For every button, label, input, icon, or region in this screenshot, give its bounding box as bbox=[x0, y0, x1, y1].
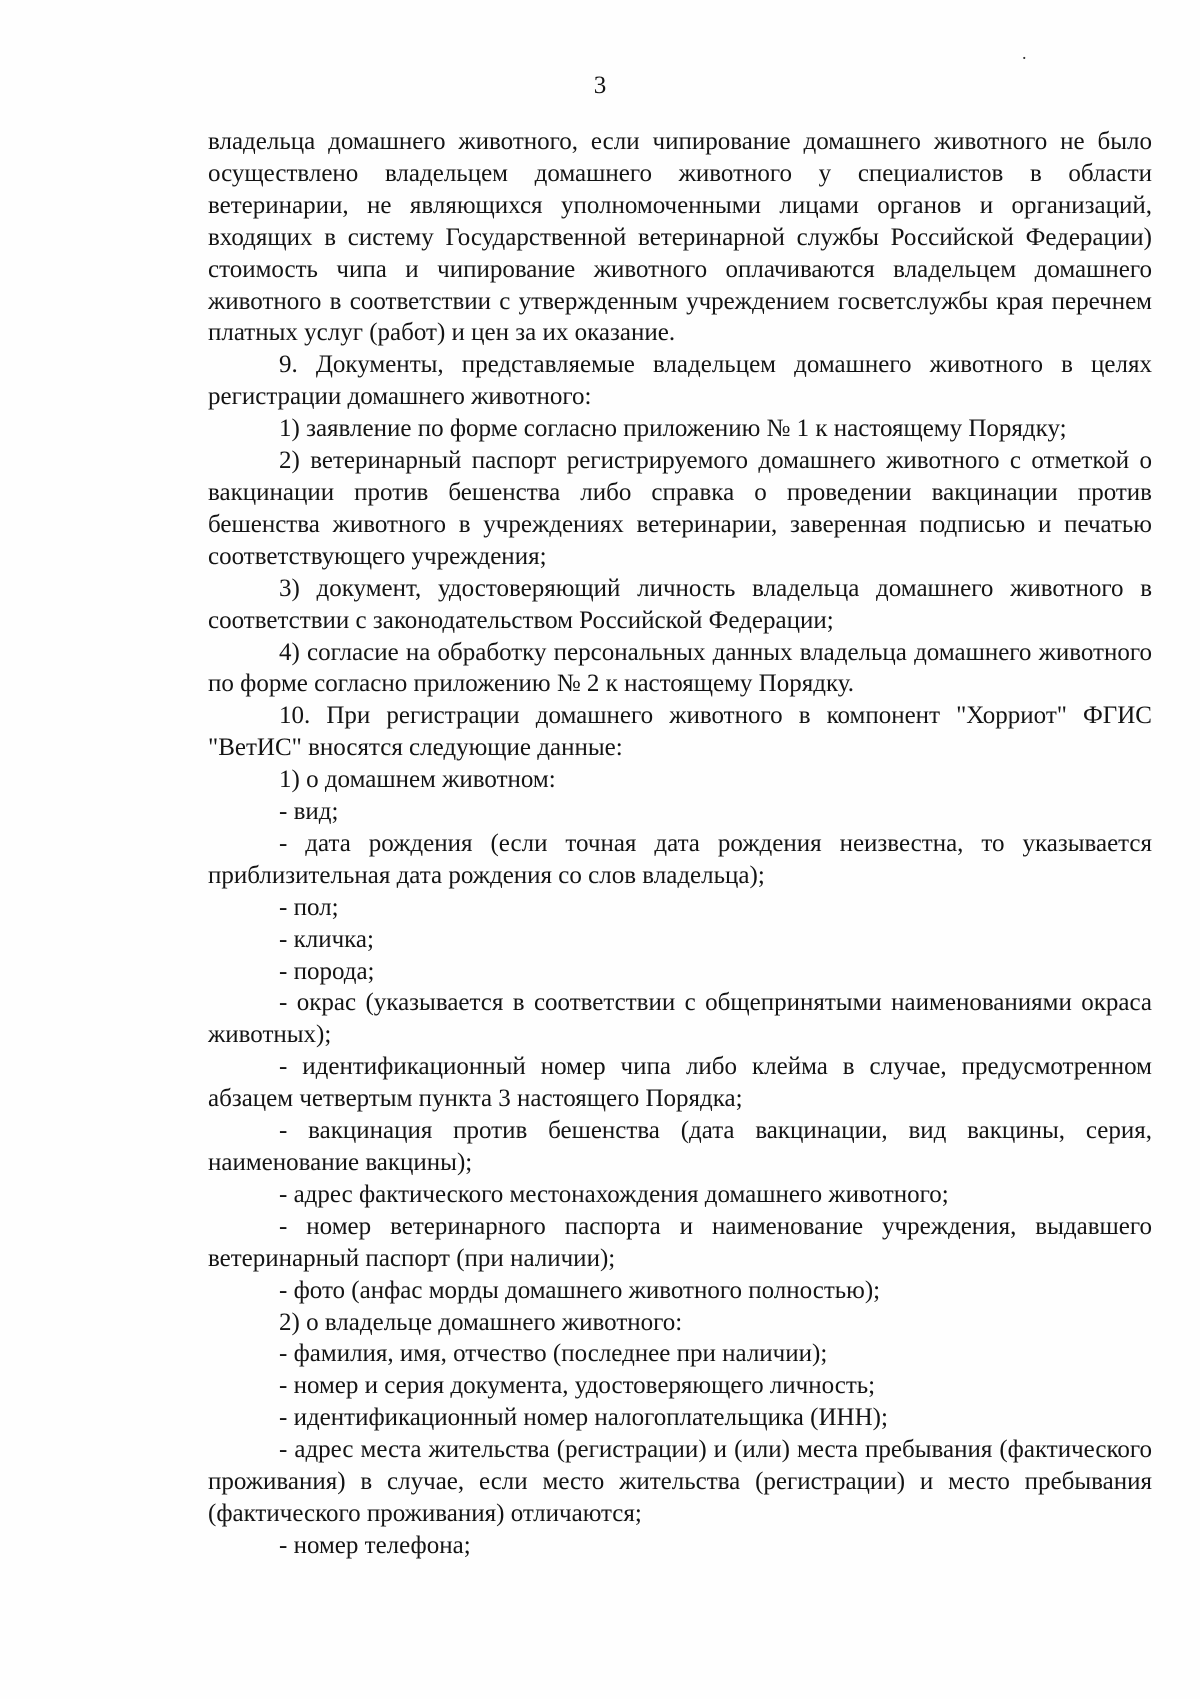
list-item-vet-passport: - номер ветеринарного паспорта и наименование учреждения, выдавшего ветеринарный паспорт (при наличии); bbox=[208, 1212, 1152, 1272]
paragraph-item-9: 9. Документы, представляемые владельцем домашнего животного в целях регистрации домашнего животного: bbox=[208, 351, 1152, 411]
paragraph-9-2: 2) ветеринарный паспорт регистрируемого домашнего животного с отметкой о вакцинации против бешенства либо справка о проведении вакцинации против бешенства животного в учреждениях ветеринарии, заверенная подписью и печатью соответствующего учреждения; bbox=[208, 447, 1152, 570]
paragraph-continuation: владельца домашнего животного, если чипирование домашнего животного не было осуществлено владельцем домашнего животного у специалистов в области ветеринарии, не являющихся уполномоченными лицами органов и организаций, входящих в систему Государственной ветеринарной службы Российской Федерации) стоимость чипа и чипирование животного оплачиваются владельцем домашнего животного в соответствии с утвержденным учреждением госветслужбы края перечнем платных услуг (работ) и цен за их оказание. bbox=[208, 128, 1152, 347]
list-item-chip-number: - идентификационный номер чипа либо клейма в случае, предусмотренном абзацем четвертым пункта 3 настоящего Порядка; bbox=[208, 1053, 1152, 1113]
list-item-animal-address: - адрес фактического местонахождения домашнего животного; bbox=[279, 1180, 949, 1208]
list-item-id-document: - номер и серия документа, удостоверяющего личность; bbox=[279, 1372, 876, 1400]
list-item-phone: - номер телефона; bbox=[279, 1531, 471, 1559]
list-item-rabies-vaccination: - вакцинация против бешенства (дата вакцинации, вид вакцины, серия, наименование вакцины); bbox=[208, 1117, 1152, 1176]
list-item-breed: - порода; bbox=[279, 957, 375, 985]
paragraph-10-1: 1) о домашнем животном: bbox=[279, 766, 556, 794]
list-item-full-name: - фамилия, имя, отчество (последнее при наличии); bbox=[279, 1340, 828, 1368]
paragraph-9-3: 3) документ, удостоверяющий личность владельца домашнего животного в соответствии с законодательством Российской Федерации; bbox=[208, 574, 1152, 634]
list-item-nickname: - кличка; bbox=[279, 925, 374, 953]
scan-mark: . bbox=[1022, 43, 1027, 63]
list-item-sex: - пол; bbox=[279, 893, 339, 921]
list-item-birth-date: - дата рождения (если точная дата рождения неизвестна, то указывается приблизительная дата рождения со слов владельца); bbox=[208, 829, 1152, 889]
list-item-inn: - идентификационный номер налогоплательщика (ИНН); bbox=[279, 1404, 888, 1432]
paragraph-9-4: 4) согласие на обработку персональных данных владельца домашнего животного по форме согласно приложению № 2 к настоящему Порядку. bbox=[208, 638, 1152, 698]
list-item-photo: - фото (анфас морды домашнего животного полностью); bbox=[279, 1276, 881, 1304]
list-item-owner-address: - адрес места жительства (регистрации) и (или) места пребывания (фактического проживания) в случае, если место жительства (регистрации) и место пребывания (фактического проживания) отличаются; bbox=[208, 1436, 1152, 1527]
document-body bbox=[208, 126, 1152, 1562]
list-item-species: - вид; bbox=[279, 798, 339, 826]
paragraph-item-10: 10. При регистрации домашнего животного в компонент "Хорриот" ФГИС "ВетИС" вносятся следующие данные: bbox=[208, 702, 1152, 762]
page-number: 3 bbox=[593, 72, 607, 99]
paragraph-9-1: 1) заявление по форме согласно приложению № 1 к настоящему Порядку; bbox=[279, 415, 1067, 443]
list-item-color: - окрас (указывается в соответствии с общепринятыми наименованиями окраса животных); bbox=[208, 989, 1152, 1049]
paragraph-10-2: 2) о владельце домашнего животного: bbox=[279, 1308, 683, 1336]
